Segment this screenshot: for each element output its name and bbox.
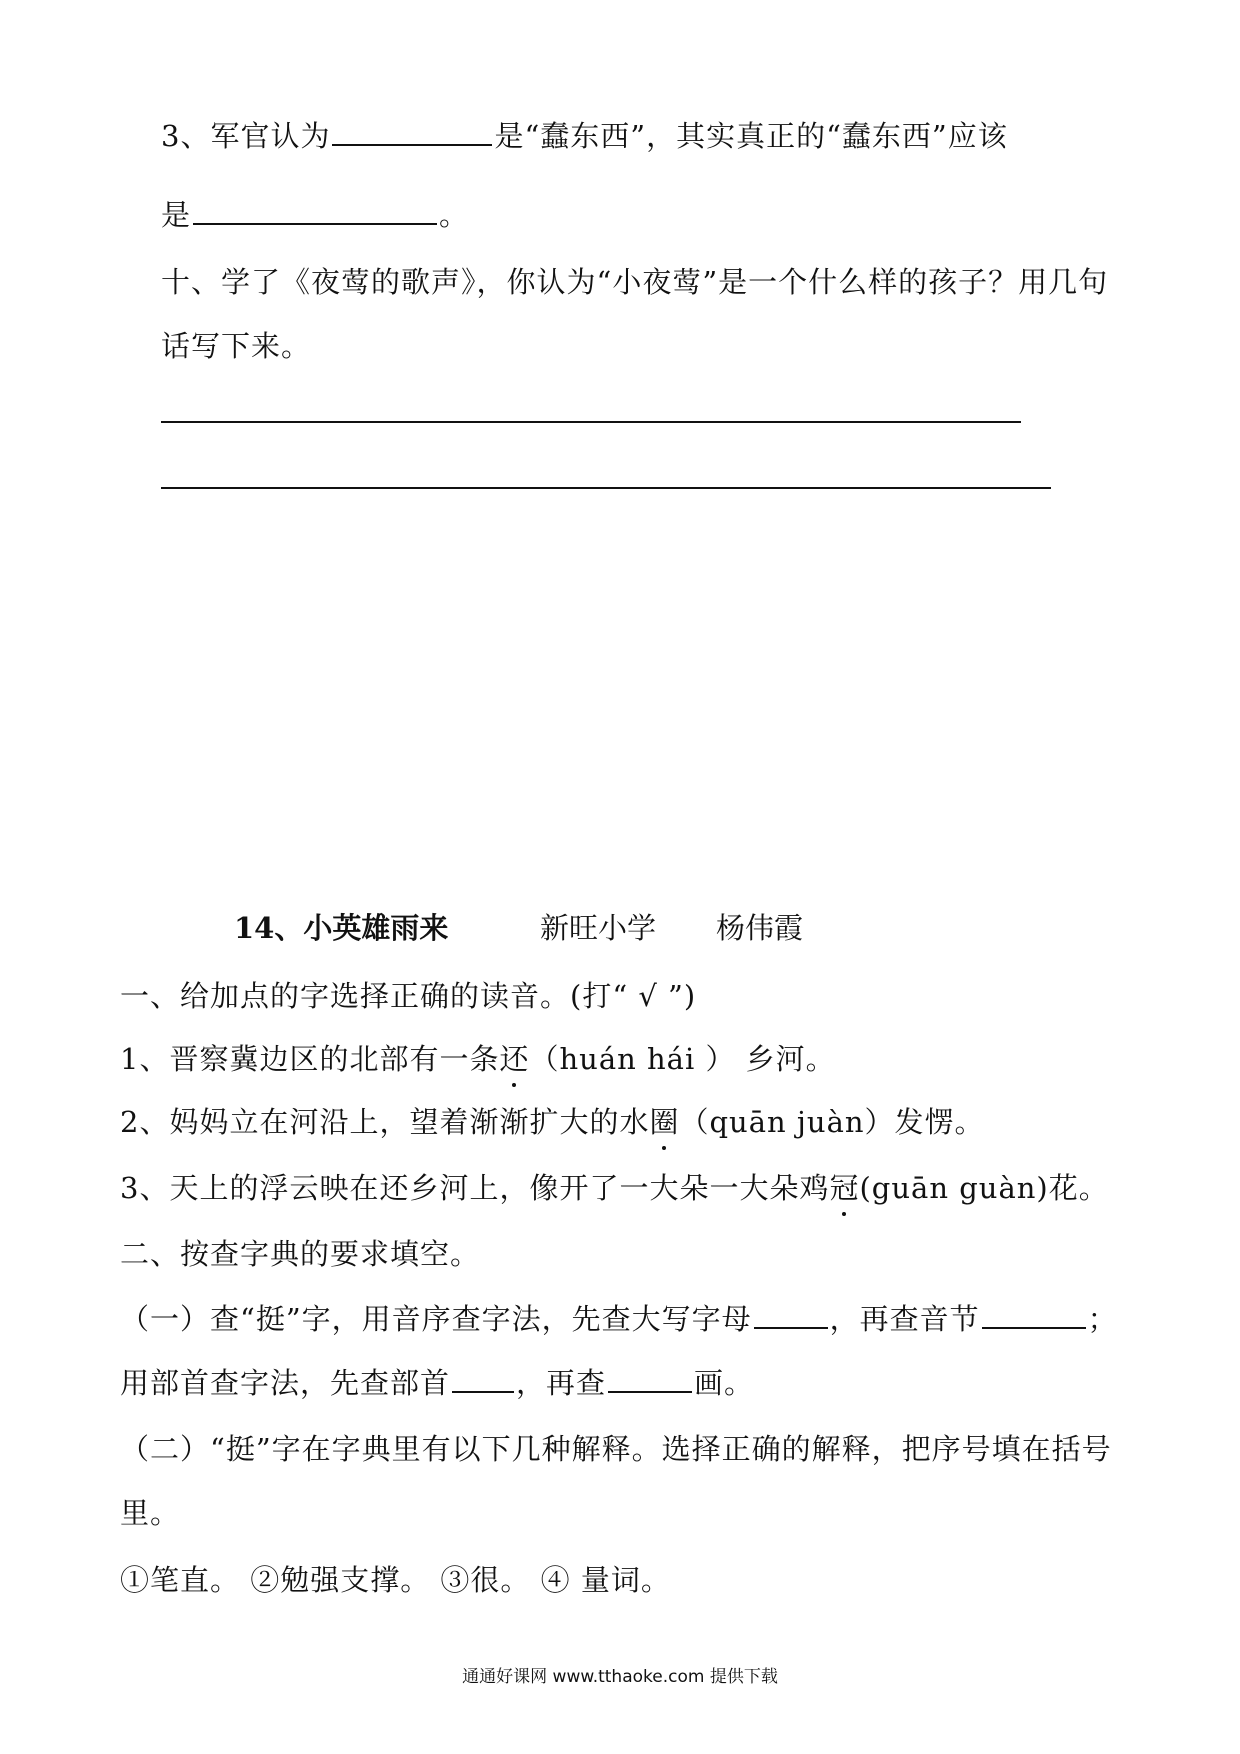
syllable-blank[interactable] <box>982 1299 1086 1329</box>
question-10-text-a: 十、学了《夜莺的歌声》，你认为“小夜莺”是一个什么样的孩子？用几句 <box>161 265 1109 299</box>
lesson-title: 14、小英雄雨来 <box>234 911 449 945</box>
question-3-text-a: 3、军官认为 <box>161 119 331 153</box>
answer-line-2[interactable] <box>161 487 1051 489</box>
lesson-school: 新旺小学 <box>540 911 657 945</box>
sub-1-text-f: 画。 <box>694 1366 755 1400</box>
part-2-instruction: 二、按查字典的要求填空。 <box>120 1237 481 1271</box>
question-3-text-c: 是 <box>161 198 192 232</box>
part-2-sub-1-line-1 <box>120 1299 1118 1339</box>
item-2-dotted-char: 圈 <box>649 1102 679 1142</box>
part-2-sub-1-line-2 <box>120 1363 754 1403</box>
page-footer: 通通好课网 www.tthaoke.com 提供下载 <box>462 1667 778 1687</box>
item-3-dotted-char: 冠 <box>829 1168 859 1208</box>
question-3-blank-1[interactable] <box>332 116 492 146</box>
item-2-text-a: 2、妈妈立在河沿上，望着渐渐扩大的水 <box>120 1105 650 1139</box>
item-1-dotted-char: 还 <box>499 1039 529 1079</box>
item-2-text-b: （quān juàn）发愣。 <box>679 1105 985 1139</box>
part-2-sub-2-line-1 <box>120 1429 1112 1469</box>
part-1-instruction: 一、给加点的字选择正确的读音。(打“ √ ”) <box>120 979 697 1013</box>
question-3-text-d: 。 <box>439 198 470 232</box>
lesson-author: 杨伟霞 <box>716 911 804 945</box>
question-3-line-2 <box>161 195 469 235</box>
item-3-text-b: (guān guàn)花。 <box>859 1171 1109 1205</box>
sub-1-text-a: （一）查“挺”字，用音序查字法，先查大写字母 <box>120 1302 752 1336</box>
sub-1-text-e: ，再查 <box>516 1366 607 1400</box>
part-1-item-3 <box>120 1168 1109 1208</box>
question-10-line-1 <box>161 262 1108 302</box>
item-1-text-b: （huán hái ） 乡河。 <box>529 1042 836 1076</box>
item-3-text-a: 3、天上的浮云映在还乡河上，像开了一大朵一大朵鸡 <box>120 1171 830 1205</box>
answer-line-1[interactable] <box>161 421 1021 423</box>
part-2-sub-2-line-2 <box>120 1493 180 1533</box>
sub-2-text-b: 里。 <box>120 1496 181 1530</box>
part-1-item-1 <box>120 1039 836 1079</box>
radical-blank[interactable] <box>452 1363 514 1393</box>
capital-letter-blank[interactable] <box>754 1299 828 1329</box>
definition-options: ①笔直。 ②勉强支撑。 ③很。 ④ 量词。 <box>120 1563 671 1597</box>
sub-2-text-a: （二）“挺”字在字典里有以下几种解释。选择正确的解释，把序号填在括号 <box>120 1432 1112 1466</box>
sub-1-text-c: ； <box>1087 1302 1118 1336</box>
question-10-text-b: 话写下来。 <box>161 329 312 363</box>
question-3-blank-2[interactable] <box>193 195 437 225</box>
sub-1-text-b: ，再查音节 <box>829 1302 980 1336</box>
question-10-line-2 <box>161 326 311 366</box>
stroke-count-blank[interactable] <box>608 1363 692 1393</box>
part-1-item-2 <box>120 1102 985 1142</box>
question-3-line-1 <box>161 116 1008 156</box>
item-1-text-a: 1、晋察冀边区的北部有一条 <box>120 1042 500 1076</box>
question-3-text-b: 是“蠢东西”，其实真正的“蠢东西”应该 <box>494 119 1008 153</box>
sub-1-text-d: 用部首查字法，先查部首 <box>120 1366 451 1400</box>
